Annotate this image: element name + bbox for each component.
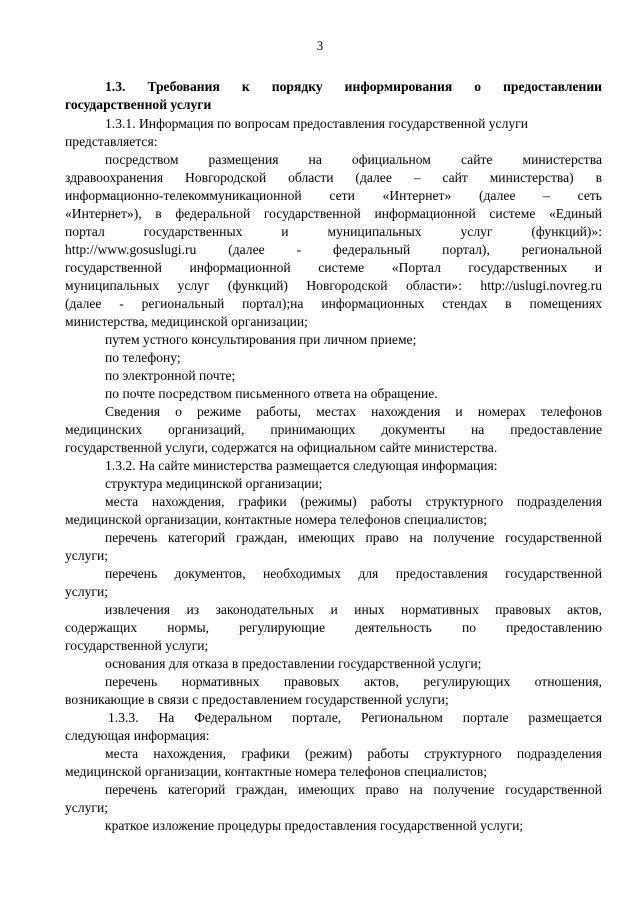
section-heading-line: 1.3. Требования к порядку информирования о предоставлении xyxy=(105,79,602,94)
text-line: медицинской организации, контактные номера телефонов специалистов; xyxy=(65,512,488,527)
text-line: услуги; xyxy=(65,584,109,599)
text-line: по телефону; xyxy=(105,350,181,365)
text-line: услуги; xyxy=(65,800,109,815)
text-line: представляется: xyxy=(65,134,158,149)
text-line: перечень нормативных правовых актов, регулирующих отношения, xyxy=(105,674,602,689)
text-line: места нахождения, графики (режимы) работы структурного подразделения xyxy=(105,494,602,509)
text-line: информационно-телекоммуникационной сети «Интернет» (далее – сеть xyxy=(65,188,602,203)
text-line: государственной услуги; xyxy=(65,638,209,653)
text-line: перечень документов, необходимых для предоставления государственной xyxy=(105,566,602,581)
text-line: 1.3.3. На Федеральном портале, Региональном портале размещается xyxy=(108,710,602,725)
text-line: http://www.gosuslugi.ru (далее - федеральный портал), региональной xyxy=(65,242,602,257)
text-line: здравоохранения Новгородской области (далее – сайт министерства) в xyxy=(65,170,602,185)
text-line: «Интернет»), в федеральной государственной информационной системе «Единый xyxy=(65,206,602,221)
text-line: Сведения о режиме работы, местах нахождения и номерах телефонов xyxy=(105,404,602,419)
text-line: структура медицинской организации; xyxy=(105,476,323,491)
text-line: перечень категорий граждан, имеющих право на получение государственной xyxy=(105,530,602,545)
text-line: министерства, медицинской организации; xyxy=(65,314,308,329)
text-line: посредством размещения на официальном сайте министерства xyxy=(105,152,602,167)
text-line: извлечения из законодательных и иных нормативных правовых актов, xyxy=(105,602,602,617)
text-line: услуги; xyxy=(65,548,109,563)
text-line: краткое изложение процедуры предоставления государственной услуги; xyxy=(105,818,524,833)
text-line: муниципальных услуг (функций) Новгородской области»: http://uslugi.novreg.ru xyxy=(65,278,602,293)
page-number: 3 xyxy=(316,39,324,53)
section-heading-line: государственной услуги xyxy=(65,97,212,112)
text-line: основания для отказа в предоставлении государственной услуги; xyxy=(105,656,482,671)
text-line: места нахождения, графики (режим) работы структурного подразделения xyxy=(105,746,602,761)
text-line: содержащих нормы, регулирующие деятельность по предоставлению xyxy=(65,620,602,635)
text-line: портал государственных и муниципальных услуг (функций)»: xyxy=(65,224,602,239)
text-line: государственной информационной системе «Портал государственных и xyxy=(65,260,602,275)
text-line: возникающие в связи с предоставлением государственной услуги; xyxy=(65,692,449,707)
text-line: 1.3.1. Информация по вопросам предоставления государственной услуги xyxy=(105,116,528,131)
text-line: путем устного консультирования при личном приеме; xyxy=(105,332,417,347)
text-line: по почте посредством письменного ответа на обращение. xyxy=(105,386,438,401)
text-line: перечень категорий граждан, имеющих право на получение государственной xyxy=(105,782,602,797)
text-line: медицинских организаций, принимающих документы на предоставление xyxy=(65,422,602,437)
text-line: 1.3.2. На сайте министерства размещается следующая информация: xyxy=(105,458,498,473)
text-line: государственной услуги, содержатся на официальном сайте министерства. xyxy=(65,440,498,455)
text-line: следующая информация: xyxy=(65,728,210,743)
text-line: по электронной почте; xyxy=(105,368,236,383)
text-line: (далее - региональный портал);на информационных стендах в помещениях xyxy=(65,296,602,311)
text-line: медицинской организации, контактные номера телефонов специалистов; xyxy=(65,764,488,779)
